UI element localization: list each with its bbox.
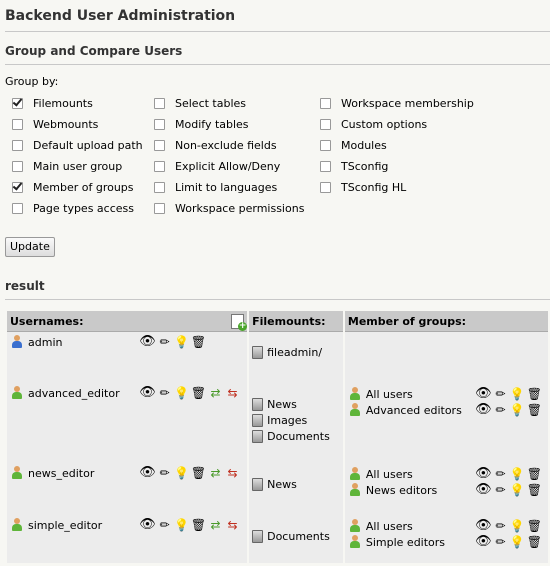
pencil-icon[interactable]: ✏ [495, 519, 506, 533]
table-row [7, 463, 548, 515]
option-explicit-allow-deny[interactable] [154, 158, 280, 174]
pencil-icon[interactable]: ✏ [495, 535, 506, 549]
switch-user-icon[interactable]: ⇄ [210, 518, 221, 532]
trash-icon[interactable]: 🗑 [526, 387, 542, 401]
option-tsconfig[interactable] [320, 158, 388, 174]
trash-icon[interactable]: 🗑 [190, 335, 207, 349]
table-row [7, 515, 548, 563]
username: admin [28, 335, 63, 349]
checkbox[interactable] [12, 98, 23, 109]
groups-cell [345, 463, 548, 515]
filemount-icon [252, 478, 263, 491]
column-header-usernames: Usernames: + [7, 311, 247, 332]
option-select-tables[interactable] [154, 95, 246, 111]
option-label: Custom options [341, 117, 428, 131]
checkbox[interactable] [154, 119, 165, 130]
pencil-icon[interactable]: ✏ [159, 386, 170, 400]
option-label: Modify tables [175, 117, 249, 131]
pencil-icon[interactable]: ✏ [159, 518, 170, 532]
eye-icon[interactable]: 👁 [139, 334, 156, 349]
option-main-user-group[interactable] [12, 158, 122, 174]
option-webmounts[interactable] [12, 116, 98, 132]
trash-icon[interactable]: 🗑 [190, 518, 207, 532]
column-header-groups: Member of groups: [345, 311, 548, 332]
checkbox[interactable] [12, 119, 23, 130]
eye-icon[interactable]: 👁 [139, 517, 156, 532]
list-item: Documents [252, 428, 340, 444]
checkbox[interactable] [320, 182, 331, 193]
checkbox[interactable] [154, 203, 165, 214]
option-page-types-access[interactable] [12, 200, 134, 216]
option-label: Page types access [33, 201, 134, 215]
checkbox[interactable] [12, 140, 23, 151]
switch-back-user-icon[interactable]: ⇆ [227, 466, 238, 480]
option-non-exclude-fields[interactable] [154, 137, 277, 153]
lightbulb-icon[interactable]: 💡 [509, 519, 525, 533]
section-title: Group and Compare Users [5, 44, 183, 58]
lightbulb-icon[interactable]: 💡 [509, 403, 525, 417]
eye-icon[interactable]: 👁 [475, 534, 492, 549]
trash-icon[interactable]: 🗑 [526, 519, 542, 533]
eye-icon[interactable]: 👁 [475, 518, 492, 533]
trash-icon[interactable]: 🗑 [526, 403, 542, 417]
list-item: All users 👁 ✏ 💡 🗑 [348, 386, 545, 402]
checkbox[interactable] [12, 182, 23, 193]
admin-user-icon [10, 335, 24, 349]
user-icon [10, 386, 24, 400]
lightbulb-icon[interactable]: 💡 [174, 466, 189, 480]
username-cell [7, 463, 247, 515]
pencil-icon[interactable]: ✏ [495, 483, 506, 497]
option-custom-options[interactable] [320, 116, 427, 132]
switch-user-icon[interactable]: ⇄ [210, 386, 221, 400]
lightbulb-icon[interactable]: 💡 [174, 335, 189, 349]
option-label: Workspace permissions [175, 201, 305, 215]
switch-back-user-icon[interactable]: ⇆ [227, 386, 238, 400]
list-item: fileadmin/ [252, 344, 340, 360]
option-member-of-groups[interactable] [12, 179, 134, 195]
group-by-label: Group by: [5, 75, 59, 88]
result-table [5, 311, 550, 563]
list-item: Advanced editors 👁 ✏ 💡 🗑 [348, 402, 545, 418]
pencil-icon[interactable]: ✏ [495, 403, 506, 417]
checkbox[interactable] [12, 203, 23, 214]
pencil-icon[interactable]: ✏ [159, 335, 170, 349]
groups-cell [345, 383, 548, 463]
group-icon [348, 387, 362, 401]
update-button[interactable]: Update [5, 237, 55, 257]
checkbox[interactable] [154, 161, 165, 172]
checkbox[interactable] [154, 98, 165, 109]
option-label: Explicit Allow/Deny [175, 159, 281, 173]
option-label: Member of groups [33, 180, 134, 194]
checkbox[interactable] [154, 182, 165, 193]
trash-icon[interactable]: 🗑 [190, 386, 207, 400]
option-label: Main user group [33, 159, 123, 173]
trash-icon[interactable]: 🗑 [526, 467, 542, 481]
table-row [7, 383, 548, 463]
option-default-upload-path[interactable] [12, 137, 143, 153]
group-icon [348, 467, 362, 481]
list-item: Documents [252, 528, 340, 544]
group-icon [348, 519, 362, 533]
trash-icon[interactable]: 🗑 [526, 535, 542, 549]
eye-icon[interactable]: 👁 [475, 386, 492, 401]
trash-icon[interactable]: 🗑 [190, 466, 207, 480]
switch-user-icon[interactable]: ⇄ [210, 466, 221, 480]
eye-icon[interactable]: 👁 [475, 402, 492, 417]
option-label: Modules [341, 138, 387, 152]
user-icon [10, 466, 24, 480]
username: news_editor [28, 466, 95, 480]
option-modify-tables[interactable] [154, 116, 249, 132]
checkbox[interactable] [320, 98, 331, 109]
lightbulb-icon[interactable]: 💡 [174, 518, 189, 532]
option-label: Filemounts [33, 96, 93, 110]
checkbox[interactable] [320, 140, 331, 151]
list-item: News [252, 396, 340, 412]
option-label: TSconfig HL [341, 180, 407, 194]
option-label: Select tables [175, 96, 247, 110]
eye-icon[interactable]: 👁 [475, 482, 492, 497]
lightbulb-icon[interactable]: 💡 [509, 467, 525, 481]
option-label: Webmounts [33, 117, 99, 131]
group-icon [348, 483, 362, 497]
option-workspace-permissions[interactable] [154, 200, 304, 216]
column-header-filemounts: Filemounts: [249, 311, 343, 332]
lightbulb-icon[interactable]: 💡 [509, 535, 525, 549]
eye-icon[interactable]: 👁 [475, 466, 492, 481]
groups-cell [345, 332, 548, 383]
user-icon [10, 518, 24, 532]
group-icon [348, 403, 362, 417]
username-cell [7, 332, 247, 383]
groups-cell [345, 515, 548, 563]
trash-icon[interactable]: 🗑 [526, 483, 542, 497]
new-record-icon[interactable]: + [231, 314, 244, 329]
filemounts-cell [249, 515, 343, 563]
filemount-icon [252, 398, 263, 411]
option-label: Limit to languages [175, 180, 278, 194]
list-item: News editors 👁 ✏ 💡 🗑 [348, 482, 545, 498]
list-item: Images [252, 412, 340, 428]
option-filemounts[interactable] [12, 95, 93, 111]
filemounts-cell [249, 332, 343, 383]
option-tsconfig-hl[interactable] [320, 179, 406, 195]
filemount-icon [252, 414, 263, 427]
username-cell [7, 383, 247, 463]
pencil-icon[interactable]: ✏ [495, 467, 506, 481]
option-label: TSconfig [341, 159, 389, 173]
username-cell [7, 515, 247, 563]
result-title: result [5, 279, 45, 293]
option-modules[interactable] [320, 137, 387, 153]
lightbulb-icon[interactable]: 💡 [174, 386, 189, 400]
eye-icon[interactable]: 👁 [139, 465, 156, 480]
option-label: Default upload path [33, 138, 143, 152]
filemounts-cell [249, 383, 343, 463]
option-label: Non-exclude fields [175, 138, 277, 152]
divider [5, 64, 550, 65]
username: simple_editor [28, 518, 103, 532]
pencil-icon[interactable]: ✏ [495, 387, 506, 401]
list-item: Simple editors 👁 ✏ 💡 🗑 [348, 534, 545, 550]
option-workspace-membership[interactable] [320, 95, 474, 111]
filemount-icon [252, 430, 263, 443]
group-icon [348, 535, 362, 549]
filemount-icon [252, 530, 263, 543]
username: advanced_editor [28, 386, 120, 400]
lightbulb-icon[interactable]: 💡 [509, 387, 525, 401]
eye-icon[interactable]: 👁 [139, 385, 156, 400]
option-label: Workspace membership [341, 96, 474, 110]
divider [5, 299, 550, 300]
divider [5, 31, 550, 32]
filemounts-cell [249, 463, 343, 515]
table-row [7, 332, 548, 383]
lightbulb-icon[interactable]: 💡 [509, 483, 525, 497]
pencil-icon[interactable]: ✏ [159, 466, 170, 480]
list-item: News [252, 476, 340, 492]
list-item: All users 👁 ✏ 💡 🗑 [348, 466, 545, 482]
filemount-icon [252, 346, 263, 359]
switch-back-user-icon[interactable]: ⇆ [227, 518, 238, 532]
checkbox[interactable] [320, 161, 331, 172]
page-title: Backend User Administration [5, 8, 236, 24]
checkbox[interactable] [320, 119, 331, 130]
checkbox[interactable] [154, 140, 165, 151]
list-item: All users 👁 ✏ 💡 🗑 [348, 518, 545, 534]
option-limit-to-languages[interactable] [154, 179, 277, 195]
checkbox[interactable] [12, 161, 23, 172]
